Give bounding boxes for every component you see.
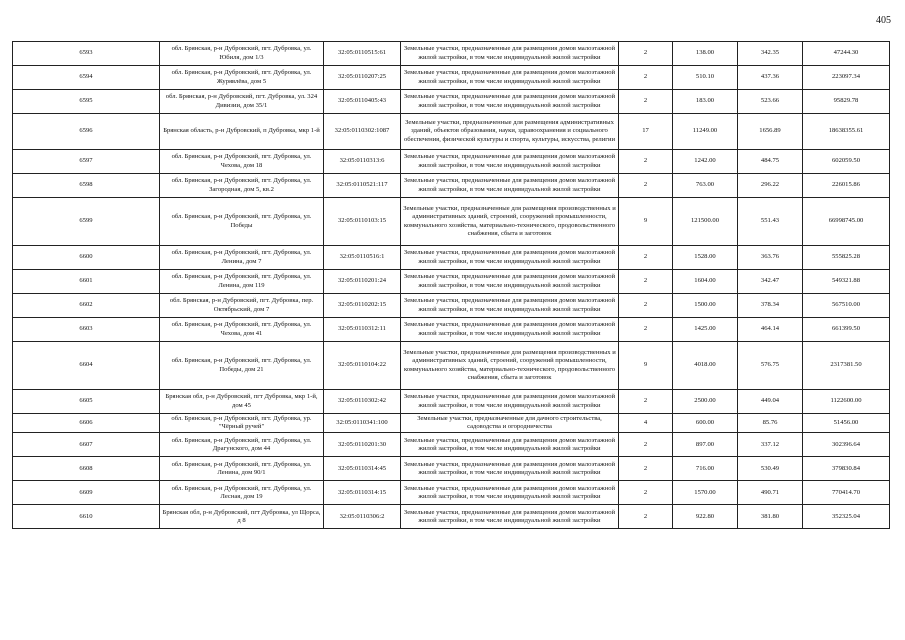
cadastral-number-cell: 32:05:0110314:45 [324, 457, 401, 481]
land-use-cell: Земельные участки, предназначенные для размещения домов малоэтажной жилой застройки, в том числе индивидуальной жилой застройки [401, 294, 619, 318]
land-use-cell: Земельные участки, предназначенные для размещения домов малоэтажной жилой застройки, в том числе индивидуальной жилой застройки [401, 270, 619, 294]
row-number: 6609 [13, 481, 160, 505]
cadastral-value-cell: 226015.86 [803, 174, 890, 198]
cadastral-value-cell: 223097.34 [803, 66, 890, 90]
area-cell: 716.00 [673, 457, 738, 481]
land-use-cell: Земельные участки, предназначенные для размещения домов малоэтажной жилой застройки, в том числе индивидуальной жилой застройки [401, 150, 619, 174]
cadastral-number-cell: 32:05:0110104:22 [324, 342, 401, 390]
row-number: 6597 [13, 150, 160, 174]
use-group-cell: 2 [619, 481, 673, 505]
cadastral-value-cell: 379830.84 [803, 457, 890, 481]
specific-value-cell: 85.76 [738, 414, 803, 433]
address-cell: обл. Брянская, р-н Дубровский, пгт. Дубровка, ур. "Чёрный ручей" [160, 414, 324, 433]
land-use-cell: Земельные участки, предназначенные для дачного строительства, садоводства и огородничества [401, 414, 619, 433]
cadastral-number-cell: 32:05:0110314:15 [324, 481, 401, 505]
land-use-cell: Земельные участки, предназначенные для размещения домов малоэтажной жилой застройки, в том числе индивидуальной жилой застройки [401, 66, 619, 90]
address-cell: Брянская обл, р-н Дубровский, пгт Дубровка, ул Щорса, д 8 [160, 505, 324, 529]
use-group-cell: 2 [619, 390, 673, 414]
cadastral-value-cell: 51456.00 [803, 414, 890, 433]
table-row [13, 481, 890, 505]
address-cell: обл. Брянская, р-н Дубровский, пгт. Дубровка, пер. Октябрьский, дом 7 [160, 294, 324, 318]
area-cell: 897.00 [673, 433, 738, 457]
use-group-cell: 2 [619, 150, 673, 174]
address-cell: Брянская обл, р-н Дубровский, пгт Дубровка, мкр 1-й, дом 45 [160, 390, 324, 414]
table-row [13, 390, 890, 414]
use-group-cell: 9 [619, 342, 673, 390]
land-use-cell: Земельные участки, предназначенные для размещения домов малоэтажной жилой застройки, в том числе индивидуальной жилой застройки [401, 505, 619, 529]
area-cell: 510.10 [673, 66, 738, 90]
cadastral-value-cell: 2317381.50 [803, 342, 890, 390]
specific-value-cell: 484.75 [738, 150, 803, 174]
land-use-cell: Земельные участки, предназначенные для размещения административных зданий, объектов образования, науки, здравоохранения и социального обеспечения, физической культуры и спорта, культуры, искусства, религии [401, 114, 619, 150]
page-number: 405 [876, 15, 891, 26]
use-group-cell: 2 [619, 457, 673, 481]
use-group-cell: 2 [619, 246, 673, 270]
cadastral-value-cell: 66998745.00 [803, 198, 890, 246]
cadastral-number-cell: 32:05:0110341:100 [324, 414, 401, 433]
use-group-cell: 2 [619, 90, 673, 114]
address-cell: обл. Брянская, р-н Дубровский, пгт. Дубровка, ул. Драгунского, дом 44 [160, 433, 324, 457]
use-group-cell: 17 [619, 114, 673, 150]
address-cell: обл. Брянская, р-н Дубровский, пгт. Дубровка, ул. 324 Дивизии, дом 35/1 [160, 90, 324, 114]
area-cell: 1425.00 [673, 318, 738, 342]
address-cell: обл. Брянская, р-н Дубровский, пгт. Дубровка, ул. Юбиля, дом 1/3 [160, 42, 324, 66]
address-cell: обл. Брянская, р-н Дубровский, пгт. Дубровка, ул. Загородная, дом 5, кв.2 [160, 174, 324, 198]
area-cell: 1570.00 [673, 481, 738, 505]
land-use-cell: Земельные участки, предназначенные для размещения домов малоэтажной жилой застройки, в том числе индивидуальной жилой застройки [401, 457, 619, 481]
row-number: 6596 [13, 114, 160, 150]
cadastral-number-cell: 32:05:0110202:15 [324, 294, 401, 318]
address-cell: обл. Брянская, р-н Дубровский, пгт. Дубровка, ул. Чехова, дом 41 [160, 318, 324, 342]
row-number: 6598 [13, 174, 160, 198]
specific-value-cell: 490.71 [738, 481, 803, 505]
table-row [13, 433, 890, 457]
table-row [13, 505, 890, 529]
specific-value-cell: 449.04 [738, 390, 803, 414]
area-cell: 763.00 [673, 174, 738, 198]
land-use-cell: Земельные участки, предназначенные для размещения домов малоэтажной жилой застройки, в том числе индивидуальной жилой застройки [401, 433, 619, 457]
address-cell: обл. Брянская, р-н Дубровский, пгт. Дубровка, ул. Ленина, дом 119 [160, 270, 324, 294]
cadastral-value-cell: 352325.04 [803, 505, 890, 529]
use-group-cell: 2 [619, 318, 673, 342]
specific-value-cell: 363.76 [738, 246, 803, 270]
table-row [13, 90, 890, 114]
cadastral-number-cell: 32:05:0110207:25 [324, 66, 401, 90]
specific-value-cell: 381.80 [738, 505, 803, 529]
table-row [13, 414, 890, 433]
row-number: 6601 [13, 270, 160, 294]
cadastral-number-cell: 32:05:0110201:24 [324, 270, 401, 294]
address-cell: обл. Брянская, р-н Дубровский, пгт. Дубровка, ул. Лесная, дом 19 [160, 481, 324, 505]
area-cell: 2500.00 [673, 390, 738, 414]
row-number: 6605 [13, 390, 160, 414]
row-number: 6608 [13, 457, 160, 481]
cadastral-value-cell: 95829.78 [803, 90, 890, 114]
table-row [13, 42, 890, 66]
cadastral-number-cell: 32:05:0110302:1087 [324, 114, 401, 150]
land-registry-table [12, 41, 890, 529]
table-row [13, 66, 890, 90]
land-use-cell: Земельные участки, предназначенные для размещения домов малоэтажной жилой застройки, в том числе индивидуальной жилой застройки [401, 174, 619, 198]
use-group-cell: 2 [619, 174, 673, 198]
area-cell: 600.00 [673, 414, 738, 433]
address-cell: обл. Брянская, р-н Дубровский, пгт. Дубровка, ул. Победы [160, 198, 324, 246]
table-row [13, 294, 890, 318]
cadastral-value-cell: 770414.70 [803, 481, 890, 505]
area-cell: 922.80 [673, 505, 738, 529]
use-group-cell: 2 [619, 42, 673, 66]
row-number: 6599 [13, 198, 160, 246]
land-use-cell: Земельные участки, предназначенные для размещения домов малоэтажной жилой застройки, в том числе индивидуальной жилой застройки [401, 246, 619, 270]
cadastral-number-cell: 32:05:0110201:30 [324, 433, 401, 457]
table-row [13, 174, 890, 198]
cadastral-number-cell: 32:05:0110312:11 [324, 318, 401, 342]
cadastral-number-cell: 32:05:0110103:15 [324, 198, 401, 246]
cadastral-value-cell: 567510.00 [803, 294, 890, 318]
cadastral-number-cell: 32:05:0110405:43 [324, 90, 401, 114]
cadastral-value-cell: 47244.30 [803, 42, 890, 66]
area-cell: 138.00 [673, 42, 738, 66]
address-cell: Брянская область, р-н Дубровский, п Дубровка, мкр 1-й [160, 114, 324, 150]
table-body [13, 42, 890, 529]
cadastral-value-cell: 302396.64 [803, 433, 890, 457]
specific-value-cell: 464.14 [738, 318, 803, 342]
specific-value-cell: 530.49 [738, 457, 803, 481]
table-row [13, 318, 890, 342]
land-use-cell: Земельные участки, предназначенные для размещения домов малоэтажной жилой застройки, в том числе индивидуальной жилой застройки [401, 42, 619, 66]
row-number: 6607 [13, 433, 160, 457]
address-cell: обл. Брянская, р-н Дубровский, пгт. Дубровка, ул. Ленина, дом 90/1 [160, 457, 324, 481]
cadastral-number-cell: 32:05:0110515:61 [324, 42, 401, 66]
cadastral-number-cell: 32:05:0110516:1 [324, 246, 401, 270]
table-row [13, 457, 890, 481]
area-cell: 1500.00 [673, 294, 738, 318]
cadastral-value-cell: 1122600.00 [803, 390, 890, 414]
land-use-cell: Земельные участки, предназначенные для размещения производственных и административных зданий, строений, сооружений промышленности, коммунального хозяйства, материально-технического, продовольственного снабжения, сбыта и заготовок [401, 198, 619, 246]
cadastral-value-cell: 18638355.61 [803, 114, 890, 150]
row-number: 6610 [13, 505, 160, 529]
cadastral-number-cell: 32:05:0110313:6 [324, 150, 401, 174]
row-number: 6593 [13, 42, 160, 66]
land-use-cell: Земельные участки, предназначенные для размещения домов малоэтажной жилой застройки, в том числе индивидуальной жилой застройки [401, 481, 619, 505]
land-use-cell: Земельные участки, предназначенные для размещения домов малоэтажной жилой застройки, в том числе индивидуальной жилой застройки [401, 90, 619, 114]
cadastral-number-cell: 32:05:0110306:2 [324, 505, 401, 529]
area-cell: 121500.00 [673, 198, 738, 246]
land-use-cell: Земельные участки, предназначенные для размещения производственных и административных зданий, строений, сооружений промышленности, коммунального хозяйства, материально-технического, продовольственного снабжения, сбыта и заготовок [401, 342, 619, 390]
table-row [13, 342, 890, 390]
row-number: 6604 [13, 342, 160, 390]
use-group-cell: 9 [619, 198, 673, 246]
specific-value-cell: 378.34 [738, 294, 803, 318]
table-row [13, 198, 890, 246]
use-group-cell: 2 [619, 66, 673, 90]
cadastral-value-cell: 555825.28 [803, 246, 890, 270]
cadastral-value-cell: 661399.50 [803, 318, 890, 342]
specific-value-cell: 437.36 [738, 66, 803, 90]
land-use-cell: Земельные участки, предназначенные для размещения домов малоэтажной жилой застройки, в том числе индивидуальной жилой застройки [401, 390, 619, 414]
use-group-cell: 2 [619, 505, 673, 529]
specific-value-cell: 1656.89 [738, 114, 803, 150]
table-row [13, 114, 890, 150]
area-cell: 4018.00 [673, 342, 738, 390]
specific-value-cell: 342.47 [738, 270, 803, 294]
use-group-cell: 2 [619, 294, 673, 318]
area-cell: 11249.00 [673, 114, 738, 150]
table-row [13, 270, 890, 294]
address-cell: обл. Брянская, р-н Дубровский, пгт. Дубровка, ул. Ленина, дом 7 [160, 246, 324, 270]
specific-value-cell: 576.75 [738, 342, 803, 390]
use-group-cell: 4 [619, 414, 673, 433]
area-cell: 183.00 [673, 90, 738, 114]
row-number: 6606 [13, 414, 160, 433]
cadastral-number-cell: 32:05:0110521:117 [324, 174, 401, 198]
specific-value-cell: 296.22 [738, 174, 803, 198]
table-row [13, 246, 890, 270]
row-number: 6595 [13, 90, 160, 114]
use-group-cell: 2 [619, 270, 673, 294]
row-number: 6600 [13, 246, 160, 270]
cadastral-number-cell: 32:05:0110302:42 [324, 390, 401, 414]
specific-value-cell: 342.35 [738, 42, 803, 66]
specific-value-cell: 523.66 [738, 90, 803, 114]
use-group-cell: 2 [619, 433, 673, 457]
row-number: 6594 [13, 66, 160, 90]
address-cell: обл. Брянская, р-н Дубровский, пгт. Дубровка, ул. Журявлёва, дом 5 [160, 66, 324, 90]
table-row [13, 150, 890, 174]
row-number: 6603 [13, 318, 160, 342]
cadastral-value-cell: 549321.88 [803, 270, 890, 294]
area-cell: 1604.00 [673, 270, 738, 294]
area-cell: 1528.00 [673, 246, 738, 270]
address-cell: обл. Брянская, р-н Дубровский, пгт. Дубровка, ул. Чехова, дом 18 [160, 150, 324, 174]
area-cell: 1242.00 [673, 150, 738, 174]
cadastral-value-cell: 602059.50 [803, 150, 890, 174]
specific-value-cell: 551.43 [738, 198, 803, 246]
specific-value-cell: 337.12 [738, 433, 803, 457]
land-use-cell: Земельные участки, предназначенные для размещения домов малоэтажной жилой застройки, в том числе индивидуальной жилой застройки [401, 318, 619, 342]
address-cell: обл. Брянская, р-н Дубровский, пгт. Дубровка, ул. Победы, дом 21 [160, 342, 324, 390]
row-number: 6602 [13, 294, 160, 318]
